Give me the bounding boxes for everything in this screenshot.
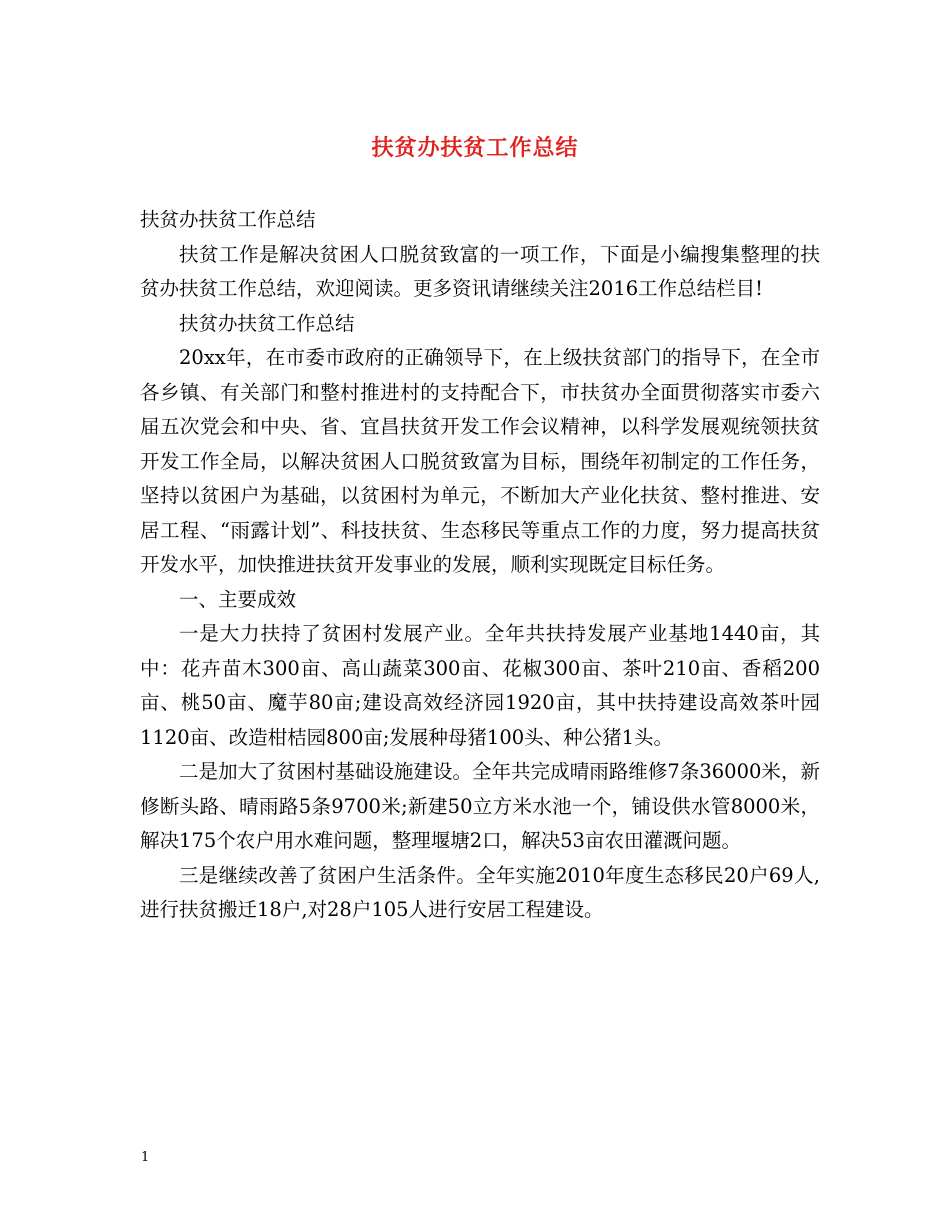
main-results-heading: 一、主要成效 (179, 587, 297, 611)
intro-paragraph: 扶贫工作是解决贫困人口脱贫致富的一项工作，下面是小编搜集整理的扶贫办扶贫工作总结，欢迎阅读。更多资讯请继续关注2016工作总结栏目! (140, 242, 820, 300)
page-number: 1 (141, 1150, 150, 1165)
document-title: 扶贫办扶贫工作总结 (371, 135, 579, 161)
subtitle-paragraph: 扶贫办扶贫工作总结 (140, 208, 316, 231)
living-conditions-paragraph: 三是继续改善了贫困户生活条件。全年实施2010年度生态移民20户69人,进行扶贫搬迁18户,对28户105人进行安居工程建设。 (140, 863, 820, 921)
section-heading-paragraph: 扶贫办扶贫工作总结 (179, 311, 355, 335)
infrastructure-paragraph: 二是加大了贫困村基础设施建设。全年共完成晴雨路维修7条36000米，新修断头路、晴雨路5条9700米;新建50立方米水池一个，铺设供水管8000米，解决175个农户用水难问题，整理堰塘2口，解决53亩农田灌溉问题。 (140, 760, 820, 852)
industry-paragraph: 一是大力扶持了贫困村发展产业。全年共扶持发展产业基地1440亩，其中：花卉苗木300亩、高山蔬菜300亩、花椒300亩、茶叶210亩、香稻200亩、桃50亩、魔芋80亩;建设高效经济园1920亩，其中扶持建设高效茶叶园1120亩、改造柑桔园800亩;发展种母猪100头、种公猪1头。 (140, 622, 820, 749)
overview-paragraph: 20xx年，在市委市政府的正确领导下，在上级扶贫部门的指导下，在全市各乡镇、有关部门和整村推进村的支持配合下，市扶贫办全面贯彻落实市委六届五次党会和中央、省、宜昌扶贫开发工作会议精神，以科学发展观统领扶贫开发工作全局，以解决贫困人口脱贫致富为目标，围绕年初制定的工作任务，坚持以贫困户为基础，以贫困村为单元，不断加大产业化扶贫、整村推进、安居工程、“雨露计划”、科技扶贫、生态移民等重点工作的力度，努力提高扶贫开发水平，加快推进扶贫开发事业的发展，顺利实现既定目标任务。 (140, 346, 820, 576)
document-body (140, 203, 820, 928)
